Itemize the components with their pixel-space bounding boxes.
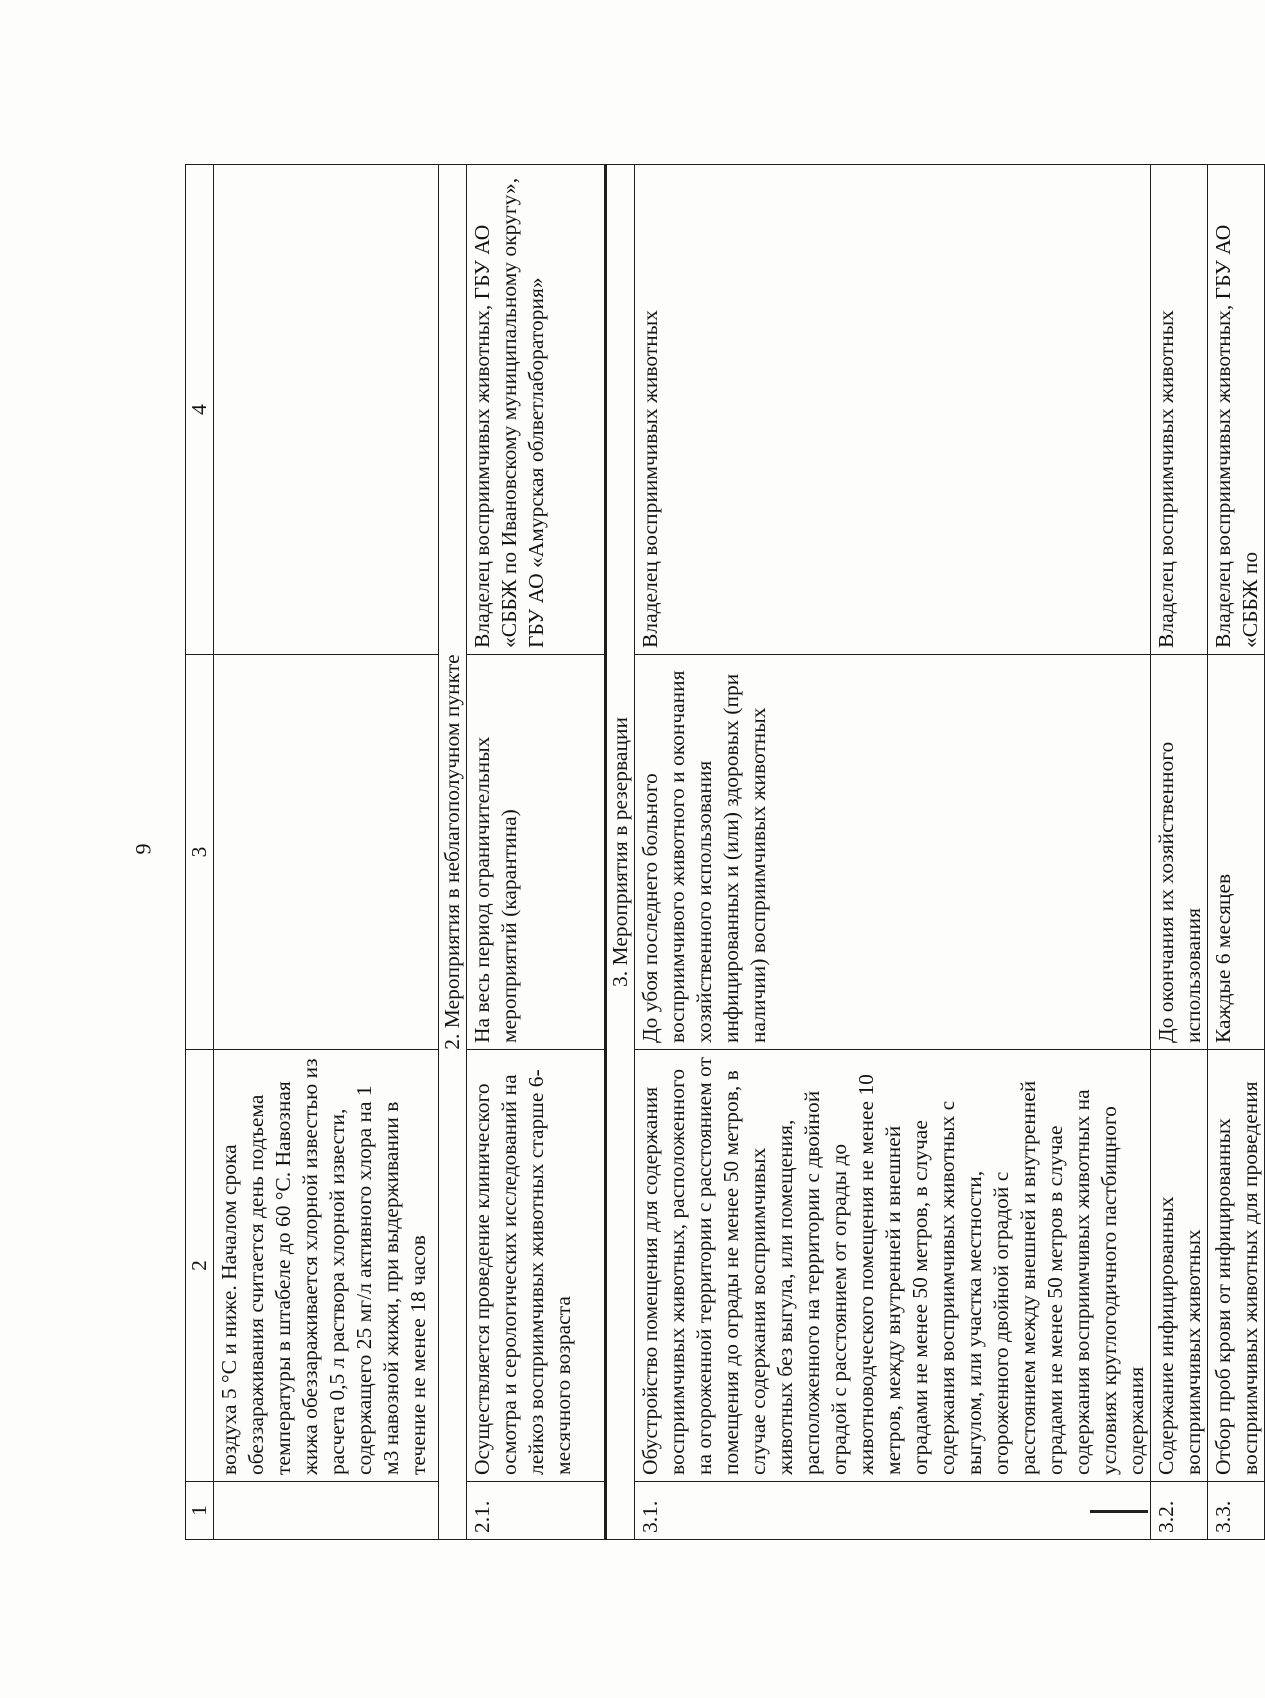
responsible-text: Владелец восприимчивых животных, ГБУ АО «СББЖ по [1208, 165, 1265, 655]
row-number: 3.1. [635, 1482, 1151, 1540]
table-row [1151, 165, 1208, 1540]
table-row [214, 165, 439, 1540]
term-text: До окончания их хозяйственного использования [1151, 655, 1208, 1050]
section-header-row [439, 165, 467, 1540]
measure-text: воздуха 5 °С и ниже. Началом срока обеззараживания считается день подъема температуры в штабеле до 60 °С. Навозная жижа обеззараживается хлорной известью из расчета 0,5 л раствора хлорной извести, содержащего 25 мг/л активного хлора на 1 м3 навозной жижи, при выдерживании в течение не менее 18 часов [214, 1050, 439, 1482]
measure-text: Обустройство помещения для содержания восприимчивых животных, расположенного на огороженной территории с расстоянием от помещения до ограды не менее 50 метров, в случае содержания восприимчивых животных без выгула, или помещения, расположенного на территории с двойной оградой с расстоянием от ограды до животноводческого помещения не менее 10 метров, между внутренней и внешней оградами не менее 50 метров, в случае содержания восприимчивых животных с выгулом, или участка местности, огороженного двойной оградой с расстоянием между внешней и внутренней оградами не менее 50 метров в случае содержания восприимчивых животных на условиях круглогодичного пастбищного содержания [635, 1050, 1151, 1482]
table-header-row [186, 165, 214, 1540]
section-3-title: 3. Мероприятия в резервации [606, 165, 635, 1540]
responsible-text [214, 165, 439, 655]
header-col-3: 3 [186, 655, 214, 1050]
rotated-page-content [185, 165, 1262, 1540]
page-number: 9 [130, 843, 156, 855]
row-number: 2.1. [467, 1482, 606, 1540]
row-number: 3.2. [1151, 1482, 1208, 1540]
row-number: 3.3. [1208, 1482, 1265, 1540]
measure-text: Содержание инфицированных восприимчивых животных [1151, 1050, 1208, 1482]
row-number [214, 1482, 439, 1540]
responsible-text: Владелец восприимчивых животных, ГБУ АО «СББЖ по Ивановскому муниципальному округу», ГБУ АО «Амурская облветлаборатория» [467, 165, 606, 655]
table-row [1208, 165, 1265, 1540]
measure-text: Отбор проб крови от инфицированных восприимчивых животных для проведения [1208, 1050, 1265, 1482]
section-header-row [606, 165, 635, 1540]
term-text [214, 655, 439, 1050]
term-text: До убоя последнего больного восприимчивого животного и окончания хозяйственного использования инфицированных и (или) здоровых (при наличии) восприимчивых животных [635, 655, 1151, 1050]
measure-text: Осуществляется проведение клинического осмотра и серологических исследований на лейкоз восприимчивых животных старше 6-месячного возраста [467, 1050, 606, 1482]
term-text: Каждые 6 месяцев [1208, 655, 1265, 1050]
section-2-title: 2. Мероприятия в неблагополучном пункте [439, 165, 467, 1540]
term-text: На весь период ограничительных мероприятий (карантина) [467, 655, 606, 1050]
header-col-1: 1 [186, 1482, 214, 1540]
measures-table [185, 164, 1265, 1540]
responsible-text: Владелец восприимчивых животных [1151, 165, 1208, 655]
table-row [635, 165, 1151, 1540]
header-col-4: 4 [186, 165, 214, 655]
header-col-2: 2 [186, 1050, 214, 1482]
table-row [467, 165, 606, 1540]
footer-divider [1090, 1510, 1148, 1513]
responsible-text: Владелец восприимчивых животных [635, 165, 1151, 655]
